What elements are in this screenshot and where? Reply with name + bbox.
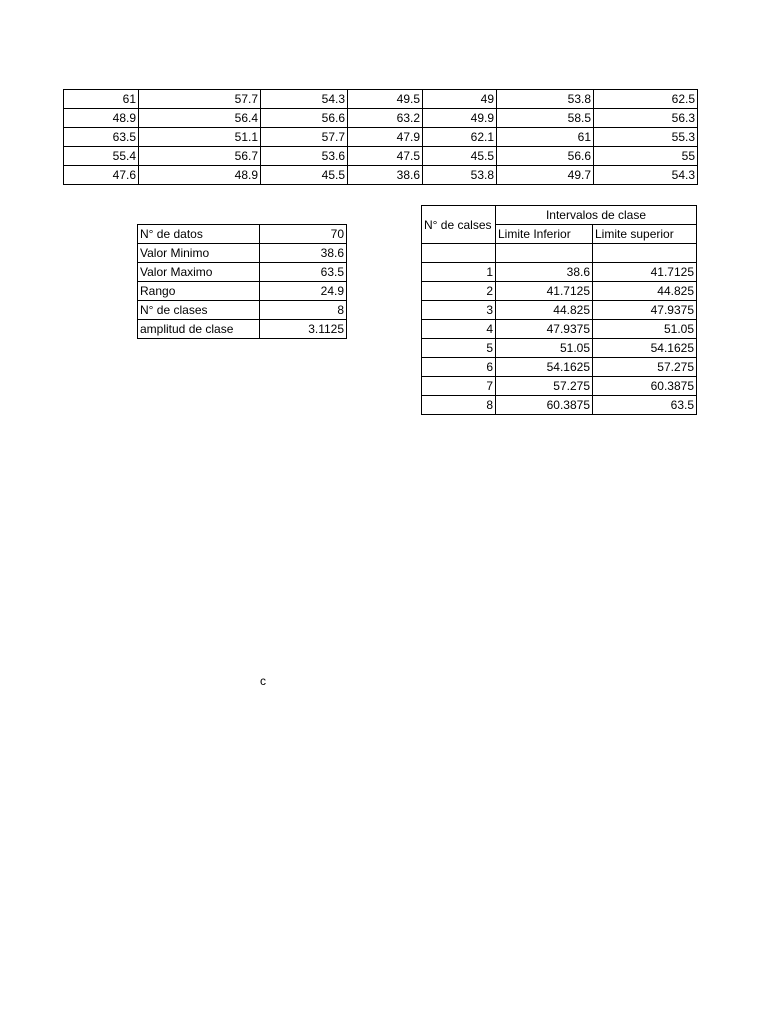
data-cell: 57.7 <box>261 128 348 147</box>
class-row <box>422 377 697 396</box>
summary-stats-table <box>137 224 347 339</box>
class-upper-cell: 44.825 <box>593 282 697 301</box>
class-row <box>422 301 697 320</box>
stats-label: Valor Minimo <box>138 244 260 263</box>
stats-value: 38.6 <box>260 244 347 263</box>
data-cell: 54.3 <box>261 90 348 109</box>
stats-row <box>138 244 347 263</box>
data-cell: 62.1 <box>423 128 497 147</box>
stats-value: 24.9 <box>260 282 347 301</box>
class-n-cell: 2 <box>422 282 496 301</box>
data-cell: 61 <box>497 128 594 147</box>
data-cell: 53.8 <box>497 90 594 109</box>
class-upper-cell: 63.5 <box>593 396 697 415</box>
stats-label: Valor Maximo <box>138 263 260 282</box>
blank-cell <box>496 244 593 263</box>
data-cell: 47.9 <box>348 128 423 147</box>
class-row <box>422 358 697 377</box>
data-cell: 63.2 <box>348 109 423 128</box>
table-row <box>64 166 698 185</box>
stray-letter: c <box>260 674 266 688</box>
data-cell: 55.3 <box>594 128 698 147</box>
class-row <box>422 339 697 358</box>
data-cell: 55.4 <box>64 147 139 166</box>
class-lower-cell: 44.825 <box>496 301 593 320</box>
table-row <box>64 147 698 166</box>
blank-cell <box>593 244 697 263</box>
class-n-cell: 7 <box>422 377 496 396</box>
data-cell: 47.6 <box>64 166 139 185</box>
data-cell: 53.6 <box>261 147 348 166</box>
data-cell: 45.5 <box>261 166 348 185</box>
data-cell: 51.1 <box>139 128 261 147</box>
stats-label: N° de clases <box>138 301 260 320</box>
data-cell: 56.4 <box>139 109 261 128</box>
class-upper-cell: 54.1625 <box>593 339 697 358</box>
class-row <box>422 282 697 301</box>
class-lower-cell: 54.1625 <box>496 358 593 377</box>
table-row <box>64 128 698 147</box>
class-upper-cell: 51.05 <box>593 320 697 339</box>
class-row <box>422 396 697 415</box>
blank-row <box>422 244 697 263</box>
class-upper-cell: 57.275 <box>593 358 697 377</box>
data-cell: 55 <box>594 147 698 166</box>
data-cell: 54.3 <box>594 166 698 185</box>
class-n-cell: 5 <box>422 339 496 358</box>
raw-data-table <box>63 89 698 185</box>
class-lower-cell: 60.3875 <box>496 396 593 415</box>
data-cell: 53.8 <box>423 166 497 185</box>
table-row <box>64 109 698 128</box>
stats-row <box>138 320 347 339</box>
class-upper-cell: 60.3875 <box>593 377 697 396</box>
stats-row <box>138 225 347 244</box>
lower-limit-header: Limite Inferior <box>496 225 593 244</box>
data-cell: 61 <box>64 90 139 109</box>
class-row <box>422 263 697 282</box>
class-lower-cell: 47.9375 <box>496 320 593 339</box>
stats-label: Rango <box>138 282 260 301</box>
classes-count-header: N° de calses <box>422 206 496 244</box>
class-n-cell: 8 <box>422 396 496 415</box>
data-cell: 47.5 <box>348 147 423 166</box>
data-cell: 49.7 <box>497 166 594 185</box>
stats-label: N° de datos <box>138 225 260 244</box>
class-intervals-table <box>421 205 697 415</box>
stats-value: 70 <box>260 225 347 244</box>
data-cell: 49 <box>423 90 497 109</box>
stats-value: 63.5 <box>260 263 347 282</box>
data-cell: 49.5 <box>348 90 423 109</box>
class-lower-cell: 41.7125 <box>496 282 593 301</box>
stats-label: amplitud de clase <box>138 320 260 339</box>
class-row <box>422 320 697 339</box>
blank-cell <box>422 244 496 263</box>
data-cell: 56.3 <box>594 109 698 128</box>
stats-row <box>138 282 347 301</box>
data-cell: 48.9 <box>64 109 139 128</box>
stats-value: 8 <box>260 301 347 320</box>
data-cell: 62.5 <box>594 90 698 109</box>
class-n-cell: 6 <box>422 358 496 377</box>
data-cell: 63.5 <box>64 128 139 147</box>
class-upper-cell: 41.7125 <box>593 263 697 282</box>
class-lower-cell: 51.05 <box>496 339 593 358</box>
data-cell: 56.6 <box>497 147 594 166</box>
upper-limit-header: Limite superior <box>593 225 697 244</box>
class-n-cell: 4 <box>422 320 496 339</box>
class-upper-cell: 47.9375 <box>593 301 697 320</box>
stats-value: 3.1125 <box>260 320 347 339</box>
data-cell: 56.6 <box>261 109 348 128</box>
class-lower-cell: 57.275 <box>496 377 593 396</box>
class-lower-cell: 38.6 <box>496 263 593 282</box>
data-cell: 38.6 <box>348 166 423 185</box>
data-cell: 57.7 <box>139 90 261 109</box>
table-row <box>64 90 698 109</box>
intervals-group-header: Intervalos de clase <box>496 206 697 225</box>
stats-row <box>138 263 347 282</box>
data-cell: 56.7 <box>139 147 261 166</box>
class-n-cell: 1 <box>422 263 496 282</box>
data-cell: 48.9 <box>139 166 261 185</box>
stats-row <box>138 301 347 320</box>
class-n-cell: 3 <box>422 301 496 320</box>
data-cell: 58.5 <box>497 109 594 128</box>
data-cell: 49.9 <box>423 109 497 128</box>
data-cell: 45.5 <box>423 147 497 166</box>
